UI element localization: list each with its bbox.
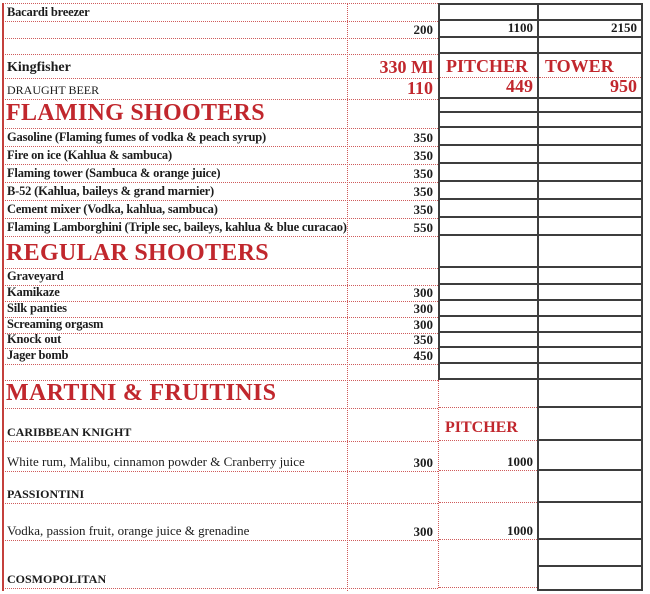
tower-cell — [539, 21, 641, 38]
menu-item-row — [2, 79, 438, 100]
menu-item-price: 300 — [413, 455, 433, 470]
tower-price-draught — [539, 78, 641, 99]
menu-item-price: 110 — [406, 78, 433, 98]
tower-cell — [539, 164, 641, 182]
tower-cell — [539, 38, 641, 54]
menu-item-name: Kamikaze — [7, 284, 60, 299]
empty-row — [2, 39, 438, 55]
tower-cell — [539, 285, 641, 301]
menu-item-price — [352, 586, 438, 588]
menu-item-row — [2, 302, 438, 318]
menu-item-name: Cement mixer (Vodka, kahlua, sambuca) — [7, 201, 218, 216]
menu-item-name: Jager bomb — [7, 347, 69, 362]
tower-cell — [539, 268, 641, 285]
menu-item-row — [2, 331, 438, 349]
tower-cell — [539, 317, 641, 333]
tower-cell — [539, 380, 641, 408]
menu-left-grid — [2, 3, 438, 594]
menu-item-price — [352, 19, 438, 21]
cell-value: 950 — [610, 76, 637, 96]
pitcher-cell — [440, 21, 537, 38]
menu-item-row — [2, 442, 438, 472]
pitcher-cell — [440, 200, 537, 218]
tower-cell — [539, 128, 641, 146]
tower-cell — [539, 182, 641, 200]
tower-column — [537, 3, 643, 591]
tower-cell — [539, 408, 641, 441]
menu-item-price: 350 — [413, 202, 433, 217]
menu-item-price — [352, 378, 438, 380]
menu-item-price: 300 — [413, 285, 433, 300]
menu-item-price: 350 — [413, 148, 433, 163]
tower-cell — [539, 364, 641, 380]
tower-cell — [539, 113, 641, 128]
menu-item-row — [2, 4, 438, 22]
menu-item-price — [352, 501, 438, 503]
pitcher-cell — [440, 348, 537, 364]
menu-item-row — [2, 349, 438, 365]
pitcher-cell — [440, 268, 537, 285]
cell-value: TOWER — [545, 56, 614, 76]
menu-item-row — [2, 318, 438, 334]
menu-item-price — [352, 439, 438, 441]
pitcher-cell — [440, 146, 537, 164]
menu-item-price: 330 Ml — [379, 57, 433, 77]
menu-item-price: 300 — [413, 524, 433, 539]
tower-cell — [539, 333, 641, 348]
empty-row — [2, 589, 438, 594]
tower-cell — [539, 200, 641, 218]
pitcher-cell — [439, 540, 537, 588]
menu-item-price: 550 — [413, 220, 433, 235]
menu-item-price: 350 — [413, 130, 433, 145]
left-edge-rule — [2, 3, 4, 591]
cell-value: 1000 — [507, 523, 533, 538]
menu-item-price: 300 — [413, 317, 433, 332]
section-title: MARTINI & FRUITINIS — [6, 380, 277, 406]
tower-cell — [539, 540, 641, 567]
menu-item-row — [2, 147, 438, 165]
menu-item-name: Flaming Lamborghini (Triple sec, baileys, kahlua & blue curacao) — [7, 219, 347, 234]
cell-value: 2150 — [611, 20, 637, 35]
section-title: REGULAR SHOOTERS — [6, 240, 269, 266]
menu-item-row — [2, 286, 438, 302]
pitcher-cell — [440, 182, 537, 200]
tower-cell — [539, 146, 641, 164]
pitcher-cell — [440, 38, 537, 54]
empty-row — [2, 22, 438, 39]
menu-item-name: Gasoline (Flaming fumes of vodka & peach syrup) — [7, 129, 267, 144]
pitcher-column-header-martini — [439, 408, 537, 441]
section-title-row — [2, 100, 438, 129]
tower-cell — [539, 471, 641, 503]
pitcher-cell — [440, 364, 537, 380]
menu-item-name: CARIBBEAN KNIGHT — [7, 425, 132, 440]
menu-item-price: 350 — [413, 184, 433, 199]
menu-item-name: Kingfisher — [7, 60, 71, 76]
menu-item-name: Bacardi breezer — [7, 4, 90, 19]
menu-item-row — [2, 409, 438, 442]
pitcher-cell — [439, 471, 537, 503]
cell-value: 1000 — [507, 454, 533, 469]
cell-value: 449 — [506, 76, 533, 96]
tower-cell — [539, 236, 641, 268]
menu-item-row — [2, 55, 438, 79]
pitcher-cell — [440, 285, 537, 301]
menu-item-name: B-52 (Kahlua, baileys & grand marnier) — [7, 183, 214, 198]
tower-column-header — [539, 54, 641, 78]
pitcher-cell — [440, 333, 537, 348]
pitcher-cell — [440, 317, 537, 333]
menu-item-price: 350 — [413, 332, 433, 347]
section-title-row — [2, 381, 438, 409]
pitcher-cell — [440, 301, 537, 317]
tower-cell — [539, 441, 641, 471]
tower-cell — [539, 567, 641, 591]
cell-value: PITCHER — [445, 419, 518, 436]
pitcher-price-passiontini — [439, 503, 537, 540]
pitcher-column-header — [440, 54, 537, 78]
price-column-rule — [347, 3, 348, 591]
menu-item-name: PASSIONTINI — [7, 487, 85, 502]
tower-cell — [539, 218, 641, 236]
pitcher-cell — [440, 3, 537, 21]
menu-item-row — [2, 129, 438, 147]
tower-cell — [539, 3, 641, 21]
menu-item-name: Silk panties — [7, 300, 67, 315]
menu-item-row — [2, 541, 438, 589]
pitcher-cell — [440, 218, 537, 236]
menu-item-name: Graveyard — [7, 268, 64, 283]
menu-item-name — [2, 36, 352, 38]
pitcher-price-caribbean-knight — [439, 441, 537, 471]
cell-value: 1100 — [507, 20, 533, 35]
menu-item-name: Knock out — [7, 331, 62, 346]
pitcher-cell — [440, 128, 537, 146]
menu-item-row — [2, 472, 438, 504]
menu-item-name: Fire on ice (Kahlua & sambuca) — [7, 147, 172, 162]
menu-item-price: 450 — [413, 348, 433, 363]
menu-item-name: Screaming orgasm — [7, 316, 104, 331]
pitcher-column — [438, 3, 537, 380]
menu-item-price: 350 — [413, 166, 433, 181]
section-title-row — [2, 237, 438, 269]
menu-item-row — [2, 201, 438, 219]
menu-item-name: Flaming tower (Sambuca & orange juice) — [7, 165, 221, 180]
menu-item-name: DRAUGHT BEER — [7, 83, 100, 98]
menu-item-row — [2, 183, 438, 201]
pitcher-price-draught — [440, 78, 537, 99]
pitcher-cell — [439, 380, 537, 408]
menu-item-name: COSMOPOLITAN — [7, 572, 107, 587]
empty-row — [2, 365, 438, 381]
pitcher-cell — [440, 164, 537, 182]
menu-item-price: 300 — [413, 301, 433, 316]
menu-item-row — [2, 219, 438, 237]
tower-cell — [539, 503, 641, 540]
menu-item-row — [2, 269, 438, 286]
tower-cell — [539, 348, 641, 364]
pitcher-cell — [440, 113, 537, 128]
pitcher-cell — [440, 99, 537, 113]
pitcher-column-martini-section — [438, 380, 537, 588]
tower-cell — [539, 301, 641, 317]
menu-item-price — [352, 52, 438, 54]
menu-item-name — [2, 52, 352, 54]
menu-item-price: 200 — [413, 22, 433, 37]
cell-value: PITCHER — [446, 56, 529, 76]
tower-cell — [539, 99, 641, 113]
menu-item-row — [2, 504, 438, 541]
menu-item-row — [2, 165, 438, 183]
pitcher-cell — [440, 236, 537, 268]
menu-item-name: White rum, Malibu, cinnamon powder & Cranberry juice — [7, 454, 305, 470]
menu-item-name: Vodka, passion fruit, orange juice & grenadine — [7, 523, 250, 539]
section-title: FLAMING SHOOTERS — [6, 100, 265, 126]
